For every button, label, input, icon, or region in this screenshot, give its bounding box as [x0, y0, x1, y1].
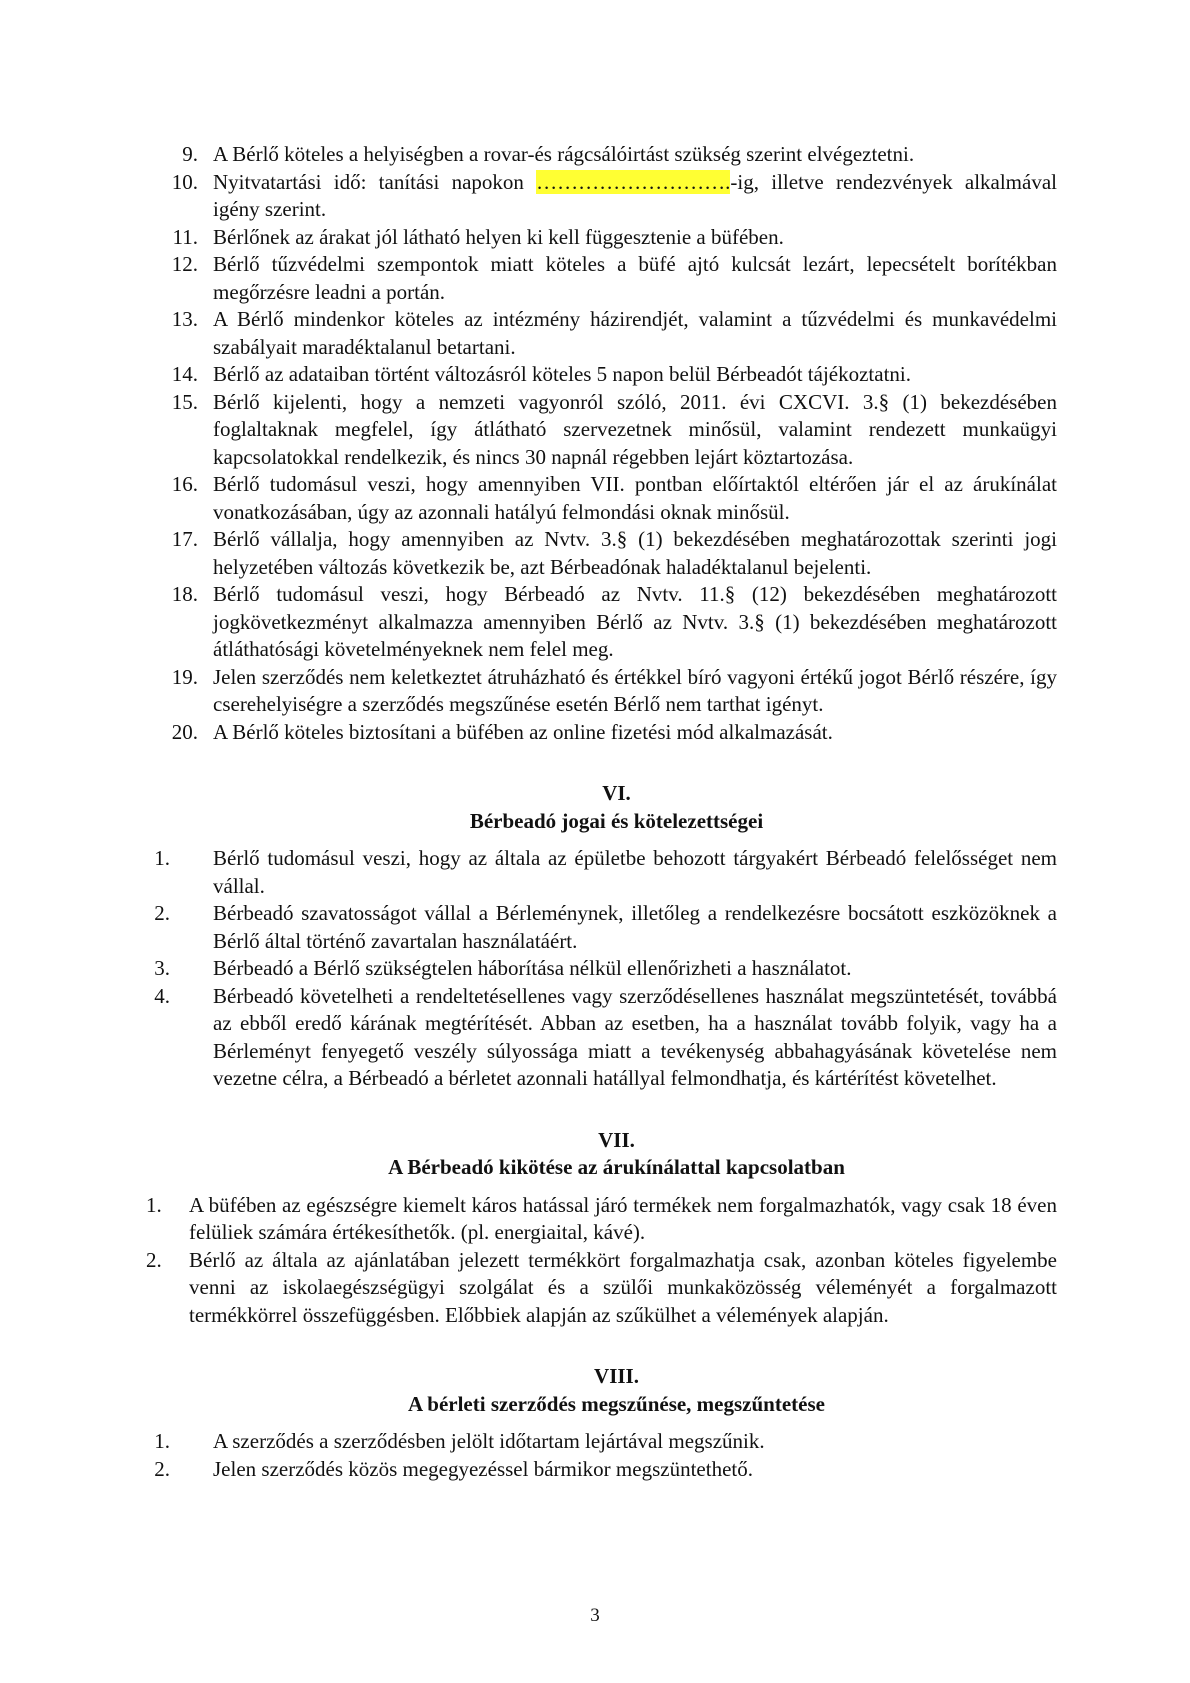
item-number: 1.	[146, 1192, 162, 1217]
item-number: 12.	[171, 252, 198, 276]
obligations-list	[146, 141, 1057, 746]
item-text: Bérbeadó szavatosságot vállal a Bérleménynek, illetőleg a rendelkezésre bocsátott eszközöknek a Bérlő által történő zavartalan használatáért.	[213, 901, 1057, 953]
highlighted-blank: ……………………….	[536, 169, 731, 194]
section-title: A Bérbeadó kikötése az árukínálattal kapcsolatban	[388, 1155, 845, 1179]
item-text: Bérlő tudomásul veszi, hogy amennyiben VII. pontban előírtaktól eltérően jár el az árukínálat vonatkozásában, úgy az azonnali hatályú felmondási oknak minősül.	[213, 472, 1057, 524]
item-number: 2.	[146, 1247, 162, 1272]
item-text: Bérlőnek az árakat jól látható helyen ki kell függesztenie a büfében.	[213, 224, 784, 249]
item-number: 17.	[171, 527, 198, 551]
section-heading	[146, 1127, 1057, 1182]
section-title: A bérleti szerződés megszűnése, megszűntetése	[408, 1391, 825, 1416]
item-number: 16.	[171, 472, 198, 496]
item-number: 1.	[154, 1429, 170, 1453]
list-item	[146, 169, 1057, 224]
item-text: Jelen szerződés nem keletkeztet átruházható és értékkel bíró vagyoni értékű jogot Bérlő részére, így cserehelyiségre a szerződés megszűnése esetén Bérlő nem tarthat igényt.	[213, 664, 1057, 716]
section-number: VI.	[602, 781, 631, 805]
section-heading	[146, 780, 1057, 835]
list-item	[146, 955, 1057, 983]
item-text: Bérbeadó követelheti a rendeltetésellenes vagy szerződésellenes használat megszüntetését, továbbá az ebből eredő kárának megtérítését. Abban az esetben, ha a használat tovább folyik, vagy ha a Bérleményt fenyegető veszély súlyossága miatt a tevékenység abbahagyásának követelése nem vezetne célra, a Bérbeadó a bérletet azonnali hatállyal felmondhatja, és kártérítést követelhet.	[213, 983, 1057, 1090]
item-text: Jelen szerződés közös megegyezéssel bármikor megszüntethető.	[213, 1456, 753, 1481]
list-item	[146, 141, 1057, 169]
item-number: 3.	[154, 956, 170, 980]
section-heading	[146, 1363, 1057, 1418]
item-number: 14.	[171, 362, 198, 386]
list-item	[146, 581, 1057, 664]
list-item	[146, 664, 1057, 719]
item-text	[213, 169, 1057, 224]
section-number: VIII.	[594, 1364, 639, 1388]
list-item	[146, 1456, 1057, 1484]
item-number: 19.	[171, 664, 198, 689]
list-item	[146, 1247, 1057, 1330]
item-text: Bérlő kijelenti, hogy a nemzeti vagyonról szóló, 2011. évi CXCVI. 3.§ (1) bekezdésében foglaltaknak megfelel, így átlátható szervezetnek minősül, valamint rendezett munkaügyi kapcsolatokkal rendelkezik, és nincs 30 napnál régebben lejárt köztartozása.	[213, 389, 1057, 469]
item-text: Bérlő tűzvédelmi szempontok miatt köteles a büfé ajtó kulcsát lezárt, lepecsételt borítékban megőrzésre leadni a portán.	[213, 252, 1057, 304]
list-item	[146, 983, 1057, 1093]
opening-hours-label: Nyitvatartási idő: tanítási napokon	[213, 169, 537, 194]
item-text: A Bérlő köteles a helyiségben a rovar-és rágcsálóirtást szükség szerint elvégeztetni.	[213, 142, 915, 166]
item-text: Bérbeadó a Bérlő szükségtelen háborítása nélkül ellenőrizheti a használatot.	[213, 956, 852, 980]
item-text: A Bérlő mindenkor köteles az intézmény házirendjét, valamint a tűzvédelmi és munkavédelmi szabályait maradéktalanul betartani.	[213, 307, 1057, 359]
list-item	[146, 900, 1057, 955]
list-item	[146, 389, 1057, 472]
page-content	[146, 141, 1057, 1483]
list-item	[146, 845, 1057, 900]
list-item	[146, 1428, 1057, 1456]
item-number: 9.	[182, 142, 198, 166]
item-number: 2.	[154, 901, 170, 925]
section-list	[146, 845, 1057, 1093]
item-number: 2.	[154, 1456, 170, 1481]
item-text: Bérlő vállalja, hogy amennyiben az Nvtv. 3.§ (1) bekezdésében meghatározottak szerinti jogi helyzetében változás következik be, azt Bérbeadónak haladéktalanul bejelenti.	[213, 527, 1057, 579]
item-number: 11.	[172, 224, 198, 249]
item-text: A szerződés a szerződésben jelölt időtartam lejártával megszűnik.	[213, 1429, 765, 1453]
item-number: 10.	[171, 169, 198, 194]
section-title: Bérbeadó jogai és kötelezettségei	[469, 808, 764, 833]
item-text: Bérlő az adataiban történt változásról köteles 5 napon belül Bérbeadót tájékoztatni.	[213, 362, 911, 386]
item-number: 18.	[171, 582, 198, 606]
item-text: A büfében az egészségre kiemelt káros hatással járó termékek nem forgalmazhatók, vagy csak 18 éven felüliek számára értékesíthetők. (pl. energiaital, kávé).	[189, 1192, 1057, 1244]
item-text: Bérlő tudomásul veszi, hogy az általa az épületbe behozott tárgyakért Bérbeadó felelősséget nem vállal.	[213, 846, 1057, 898]
section-list	[146, 1428, 1057, 1483]
list-item	[146, 224, 1057, 252]
page-number: 3	[590, 1605, 600, 1626]
item-number: 15.	[171, 389, 198, 414]
section-number: VII.	[598, 1127, 635, 1152]
item-number: 1.	[154, 846, 170, 870]
item-number: 20.	[171, 719, 198, 744]
list-item	[146, 306, 1057, 361]
list-item	[146, 526, 1057, 581]
opening-hours-rest: -ig, illetve rendezvények alkalmával igény szerint.	[213, 169, 1057, 221]
list-item	[146, 251, 1057, 306]
item-text: Bérlő az általa az ajánlatában jelezett termékkört forgalmazhatja csak, azonban köteles figyelembe venni az iskolaegészségügyi szolgálat és a szülői munkaközösség véleményét a forgalmazott termékkörrel összefüggésben. Előbbiek alapján az szűkülhet a vélemények alapján.	[189, 1247, 1057, 1327]
list-item	[146, 471, 1057, 526]
item-text: Bérlő tudomásul veszi, hogy Bérbeadó az Nvtv. 11.§ (12) bekezdésében meghatározott jogkövetkezményt alkalmazza amennyiben Bérlő az Nvtv. 3.§ (1) bekezdésében meghatározott átláthatósági követelményeknek nem felel meg.	[213, 582, 1057, 661]
list-item	[146, 1192, 1057, 1247]
item-number: 4.	[154, 983, 170, 1008]
section-list	[146, 1192, 1057, 1330]
item-number: 13.	[171, 307, 198, 331]
list-item	[146, 361, 1057, 389]
item-text: A Bérlő köteles biztosítani a büfében az online fizetési mód alkalmazását.	[213, 719, 833, 744]
list-item	[146, 719, 1057, 747]
